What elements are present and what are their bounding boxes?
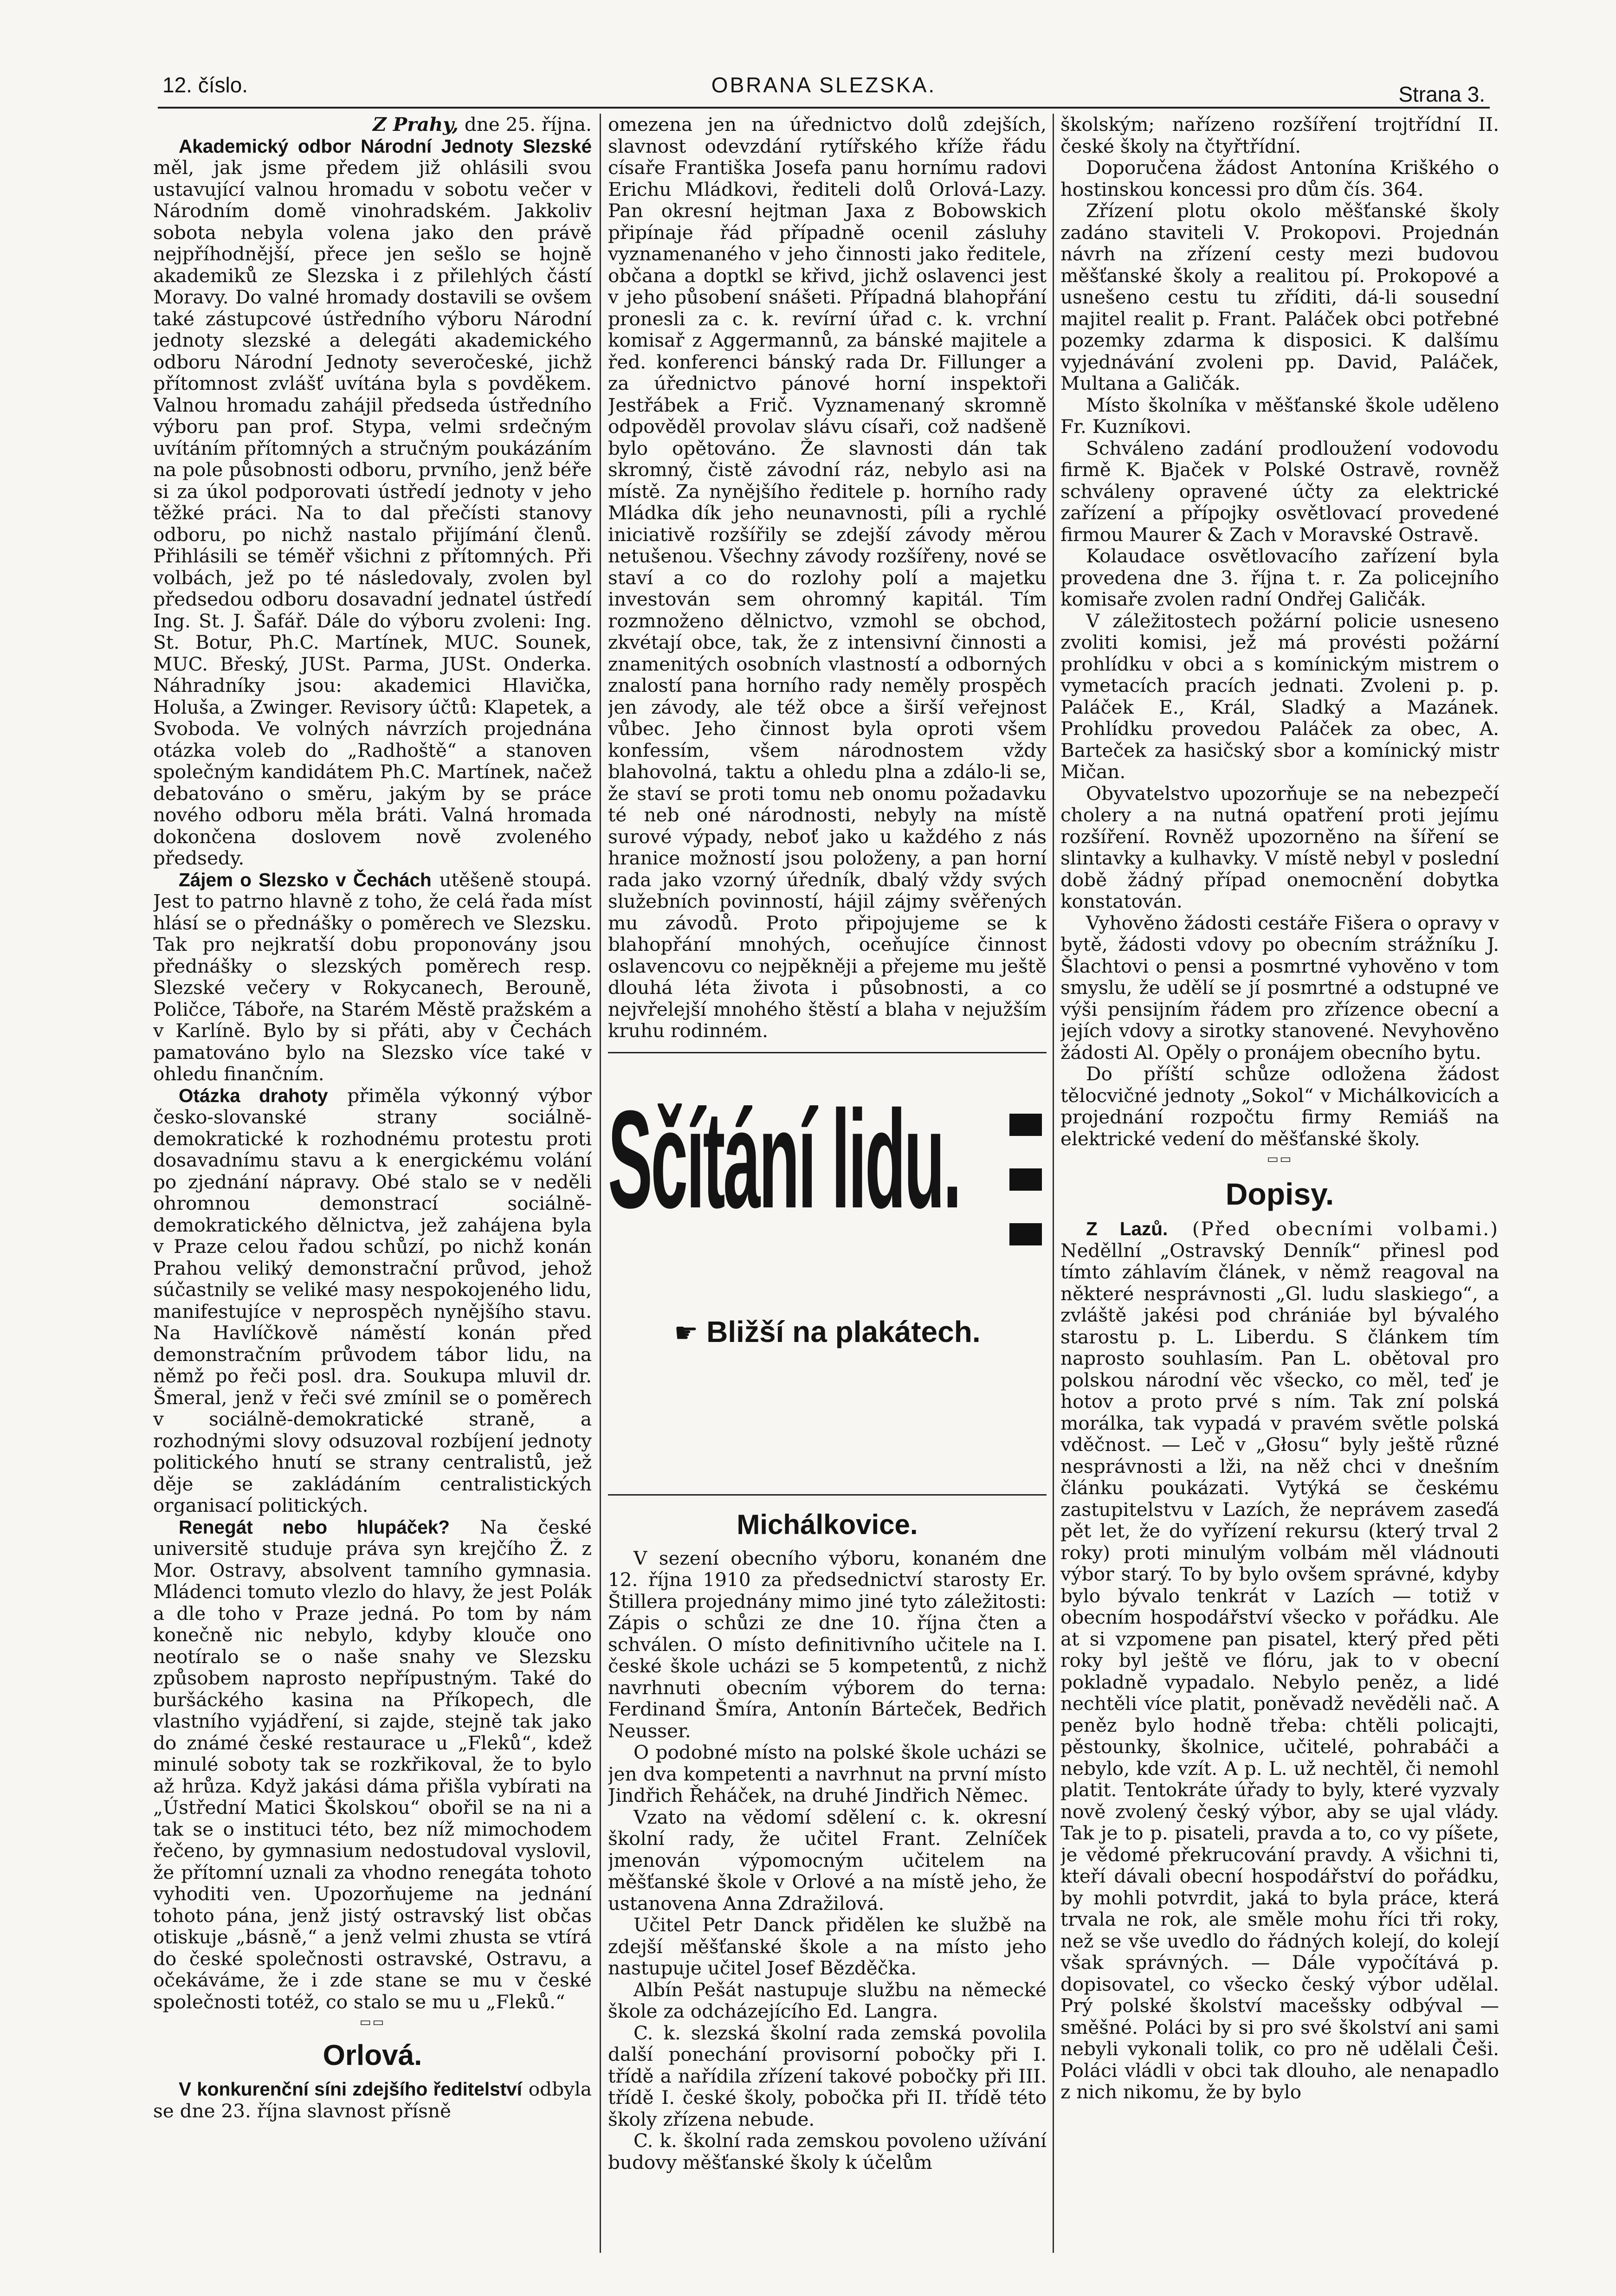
article-zajem-o-slezsko [153, 869, 592, 1085]
column-1 [153, 114, 592, 2248]
section-heading-dopisy: Dopisy. [1225, 1177, 1334, 1211]
article-lead: Akademický odbor Národní Jednoty Slezské [179, 135, 592, 157]
column-rule-left [600, 114, 601, 2253]
section-separator: ▭▭ [359, 2015, 386, 2029]
ad-subtitle-text: Bližší na plakátech. [706, 1315, 981, 1348]
article-paragraph: Schváleno zadání prodloužení vodovodu firmě K. Bjaček v Polské Ostravě, rovněž schváleny opravené účty za elektrické zařízení a přípojky osvětlovací provedené firmou Maurer & Zach v Moravské Ostravě. [1060, 437, 1499, 546]
article-text: utěšeně stoupá. Jest to patrno hlavně z toho, že celá řada míst hlásí se o přednášky o poměrech ve Slezsku. Tak pro nejkratší dobu proponovány jsou přednášky o slezských poměrech resp. Slezské večery v Rokycanech, Berouně, Poličce, Táboře, na Starém Městě pražském a v Karlíně. Bylo by si přáti, aby v Čechách pamatováno bylo na Slezsko více také v ohledu finančním. [153, 868, 592, 1085]
article-text: Neděllní „Ostravský Denník“ přinesl pod tímto záhlavím článek, v němž reagoval na některé nesprávnosti „Gl. ludu slaskiego“, a zvláště jakési pod chrániáe byl bývalého starostu p. L. Liberdu. S článkem tím naprosto souhlasím. Pan L. obětoval pro polskou národní věc všecko, co měl, teď je hotov a proto prvé s ním. Tak zní polská morálka, tak vypadá v pravém světle polská vděčnost. — Leč v „Głosu“ byly ještě různé nesprávnosti a lži, na něž chci v dnešním článku poukázati. Vytýká se českému zastupitelstvu v Lazích, že neprávem zaseďá pět let, že do vyřízení rekursu (který trval 2 roky) proti minulým volbám měl vládnouti výbor starý. To by bylo ovšem správné, kdyby bylo bývalo tenkrát v Lazích — totiž v obecním hospodářství všecko v pořádku. Ale at si vzpomene pan pisatel, který před pěti roky byl ještě ve flóru, jak to v obecní pokladně vypadalo. Nebylo peněz, a lidé nechtěli více platit, poněvadž nevěděli nač. A peněz bylo hodně třeba: chtěli policajti, pěstounky, školnice, učitelé, pohrabáči a nebylo, kde vzít. A p. L. už nechtěl, či nemohl platit. Tentokráte úřady to byly, které vyzvaly nově zvolený český výbor, aby se ujal vlády. Tak je to p. pisateli, pravda a to, co vy píšete, je vědomé překrucování pravdy. A všichni ti, kteří dávali obecní hospodářství do pořádku, by mohli potvrdit, jaká to byla práce, která trvala ne rok, ale směle mohu říci tři roky, než se vše uvedlo do řádných kolejí, do kolejí však správných. — Dále vypočítává p. dopisovatel, co všecko český výbor udělal. Prý polské školství macešsky odbýval — směšné. Poláci by si pro své školství ani sami nebyli vykonali tolik, co pro ně udělali Češi. Poláci vládli v obci tak dlouho, ale nenapadlo z nich nikomu, že by bylo [1060, 1239, 1499, 2103]
column-3 [1060, 114, 1499, 2248]
article-subhead: (Před obecními volbami.) [1168, 1218, 1499, 1240]
article-paragraph: Místo školníka v měšťanské škole uděleno Fr. Kuzníkovi. [1060, 393, 1499, 438]
newspaper-title: OBRANA SLEZSKA. [711, 73, 937, 97]
article-text: měl, jak jsme předem již ohlásili svou ustavující valnou hromadu v sobotu večer v Národním domě vinohradském. Jakkoliv sobota nebyla volena jako den právě nejpříhodnější, přece jen sešlo se hojně akademiků ze Slezska i z přilehlých částí Moravy. Do valné hromady dostavili se ovšem také zástupcové ústředního výboru Národní jednoty slezské a delegáti akademického odboru Národní Jednoty severočeské, jichž přítomnost zvlášť uvítána byla s povděkem. Valnou hromadu zahájil předseda ústředního výboru pan prof. Stypa, velmi srdečným uvítáním přítomných a stručným poukázáním na pole působnosti odboru, prvního, jenž béře si za úkol podporovati ústředí jednoty v jeho těžké práci. Na to dal přečísti stanovy odboru, po nichž nastalo přijímání členů. Přihlásili se téměř všichni z přítomných. Při volbách, jež po té následovaly, zvolen byl předsedou odboru dosavadní jednatel ústředí Ing. St. J. Šafář. Dále do výboru zvoleni: Ing. St. Botur, Ph.C. Martínek, MUC. Sounek, MUC. Břeský, JUSt. Parma, JUSt. Onderka. Náhradníky jsou: akademici Hlavička, Holuša, a Zwinger. Revisory účtů: Klapetek, a Svoboda. Ve volných návrzích projednána otázka voleb do „Radhoště“ a stanoven společným kandidátem Ph.C. Martínek, načež debatováno o směru, jakým by se práce nového odboru měla bráti. Valná hromada dokončena doslovem nově zvoleného předsedy. [153, 156, 592, 869]
article-paragraph: Vyhověno žádosti cestáře Fišera o opravy v bytě, žádosti vdovy po obecním strážníku J. Šlachtovi o pensi a posmrtné vyhověno v tom smyslu, že udělí se jí posmrtné a odstupné ve výši pensijním řádem pro zřízence obecní a jejích vdovy a sirotky stanovené. Nevyhověno žádosti Al. Opěly o pronájem obecního bytu. [1060, 911, 1499, 1064]
article-text: Na české universitě studuje práva syn krejčího Ž. z Mor. Ostravy, absolvent tamního gymnasia. Mládenci tomuto vlezlo do hlavy, že jest Polák a dle toho v Praze jedná. Po tom by nám konečně nic nebylo, kdyby klouče ono neotíralo se o naše snahy ve Slezsku způsobem naprosto nepřípustným. Také do buršáckého kasina na Příkopech, dle vlastního vyjádření, si zajde, stejně tak jako do známé české restaurace u „Fleků“, kdež minulé soboty tak se rozkřikoval, že to bylo až hrůza. Když jakási dáma přišla vybírati na „Ústřední Matici Školskou“ obořil se na ni a tak se o instituci této, bez níž mimochodem řečeno, by gymnasium nedostudoval vyslovil, že přítomní uznali za vhodno renegáta tohoto vyhoditi ven. Upozorňujeme na jednání tohoto pána, jenž jistý ostravský list občas otiskuje „básně,“ a jenž velmi zhusta se vtírá do české společnosti ostravské, Ostravu, a očekáváme, že i zde stane se mu v české společnosti totéž, co stalo se mu u „Fleků.“ [153, 1516, 592, 2013]
article-orlova [153, 2078, 592, 2122]
article-paragraph: Zřízení plotu okolo měšťanské školy zadáno staviteli V. Prokopovi. Projednán návrh na zřízení cesty mezi budovou měšťanské školy a realitou pí. Prokopové a usnešeno cestu tu zříditi, dá-li sousední majitel realit p. Frant. Paláček obci potřebné pozemky zdarma k disposici. K dalšímu vyjednávání zvoleni pp. David, Paláček, Multana a Galičák. [1060, 200, 1499, 394]
article-akademicky-odbor [153, 135, 592, 869]
article-renegat [153, 1516, 592, 2013]
article-text: odbyla se dne 23. října slavnost přísně [153, 2078, 592, 2122]
section-heading-orlova: Orlová. [323, 2039, 422, 2071]
article-prague [153, 114, 592, 135]
article-lead: Z Lazů. [1086, 1218, 1168, 1239]
pointing-hand-icon: ☛ [674, 1317, 698, 1348]
article-michalkovice-1: V sezení obecního výboru, konaném dne 12. října 1910 za předsednictví starosty Er. Štillera projednány mimo jiné tyto záležitosti: Zápis o schůzi ze dne 10. října čten a schválen. O místo definitivního učitele na I. české škole ucházi se 5 kompetentů, z nichž navrhnuti obecním výborem do terna: Ferdinand Šmíra, Antonín Bárteček, Bedřich Neusser. [608, 1547, 1047, 1742]
page-number: Strana 3. [1398, 82, 1485, 106]
article-lead: Otázka drahoty [179, 1084, 328, 1106]
article-otazka-drahoty [153, 1085, 592, 1516]
article-paragraph: Kolaudace osvětlovacího zařízení byla provedena dne 3. října t. r. Za policejního komisaře zvolen radní Ondřej Galičák. [1060, 545, 1499, 610]
ad-bar [1009, 1168, 1042, 1191]
article-text: přiměla výkonný výbor česko-slovanské strany sociálně-demokratické k rozhodnému protestu proti dosavadnímu stavu a k energickému volání po zjednání nápravy. Obé stalo se v neděli ohromnou demonstrací sociálně-demokratického dělnictva, jež zahájena byla v Praze celou řadou schůzí, po nichž konán Prahou veliký demonstrační průvod, jehož súčastnily se veliké masy nespokojeného lidu, manifestujíce v neprospěch nynějšího stavu. Na Havlíčkově náměstí konán před demonstračním průvodem tábor lidu, na němž po řeči posl. dra. Soukupa mluvil dr. Šmeral, jenž v řeči své zmínil se o poměrech v sociálně-demokratické straně, a rozhodnými slovy odsuzoval rozbíjení jednoty politického hnutí se strany centralistů, jež děje se zakládáním centralistických organisací politických. [153, 1084, 592, 1516]
column-rule-right [1053, 114, 1054, 2253]
article-z-lazu [1060, 1218, 1499, 2103]
article-paragraph: Do příští schůze odložena žádost tělocvičné jednoty „Sokol“ v Michálkovicích a projednání rozpočtu firmy Remiáš na elektrické vedení do měšťanské školy. [1060, 1063, 1499, 1150]
article-michalkovice-3: Vzato na vědomí sdělení c. k. okresní školní rady, že učitel Frant. Zelníček jmenován výpomocným učitelem na měšťanské škole v Orlové a na místě jeho, že ustanovena Anna Zdražilová. [608, 1806, 1047, 1915]
ad-bar [1009, 1114, 1042, 1136]
article-michalkovice-6: C. k. slezská školní rada zemská povolila další ponechání provisorní pobočky při I. třídě a nařídila zřízení takové pobočky při III. třídě I. české školy, pobočka při II. třídě této školy zřízena nebude. [608, 2021, 1047, 2130]
dateline-date: dne 25. října. [459, 114, 592, 135]
article-michalkovice-continued: školským; nařízeno rozšíření trojtřídní II. české školy na čtyřtřídní. [1060, 114, 1499, 157]
article-lead: Renegát nebo hlupáček? [179, 1516, 450, 1538]
issue-number: 12. číslo. [162, 73, 248, 97]
article-paragraph: Doporučena žádost Antonína Kriškého o hostinskou koncessi pro dům čís. 364. [1060, 156, 1499, 200]
article-orlova-continued: omezena jen na úřednictvo dolů zdejších, slavnost odevzdání rytířského kříže řádu císaře Františka Josefa panu hornímu radovi Erichu Mládkovi, řediteli dolů Orlová-Lazy. Pan okresní hejtman Jaxa z Bobowskich připínaje řád případně ocenil zásluhy vyznamenaného v jeho činnosti jako ředitele, občana a doptkl se křivd, jichž oslavenci jest v jeho působení snášeti. Případná blahopřání pronesli za c. k. revírní úřad c. k. vrchní komisař z Aggermannů, za bánské majitele a řed. konferenci bánský rada Dr. Fillunger a za úřednictvo pánové horní inspektoři Jestřábek a Frič. Vyznamenaný skromně odpověděl provolav slávu císaři, což nadšeně bylo opětováno. Že slavnosti dán tak skromný, čistě závodní ráz, nebylo asi na místě. Za nynějšího ředitele p. horního rady Mládka dík jeho neunavnosti, píli a rychlé iniciativě rozšířily se zdejší závody měrou netušenou. Všechny závody rozšířeny, nové se staví a co do rozlohy polí a majetku investován sem ohromný kapitál. Tím rozmnoženo dělnictvo, vzmohl se obchod, zkvétají obce, tak, že z intensivní činnosti a znamenitých osobních vlastností a odborných znalostí pana horního rady neměly prospěch jen závody, ale též obce a širší veřejnost vůbec. Jeho činnost byla oproti všem konfessím, všem národnostem vždy blahovolná, taktu a ohledu plna a zdálo-li se, že staví se proti tomu neb onomu požadavku té neb oné národnosti, nebyly na místě surové výpady, neboť jako u každého z nás hranice možností jsou položeny, a pan horní rada jako vzorný úředník, dbalý vždy svých služebních povinností, hájil zájmy svěřených mu závodů. Proto připojujeme se k blahopřání mnohých, oceňujíce činnost oslavencovu co nejpěkněji a přejeme mu ještě dlouhá léta života i působnosti, a co nejvřelejší mnohého štěstí a blaha v nejužším kruhu rodinném. [608, 114, 1047, 1042]
section-heading-michalkovice: Michálkovice. [737, 1509, 918, 1540]
ad-bar [1009, 1223, 1042, 1245]
article-michalkovice-2: O podobné místo na polské škole ucházi se jen dva kompetenti a navrhnut na první místo Jindřich Řeháček, na druhé Jindřich Němec. [608, 1741, 1047, 1806]
article-lead: Zájem o Slezsko v Čechách [179, 869, 432, 890]
article-lead: V konkurenční síni zdejšího ředitelství [179, 2078, 522, 2100]
section-separator: ▭▭ [1267, 1152, 1293, 1166]
ad-decoration-bars [1009, 1114, 1042, 1278]
ad-title: Sčítání lidu. [608, 1081, 960, 1237]
census-advertisement [608, 1052, 1047, 1496]
article-paragraph: Obyvatelstvo upozorňuje se na nebezpečí cholery a na nutná opatření proti jejímu rozšíření. Rovněž upozorněno na šíření se slintavky a kulhavky. V místě nebyl v poslední době žádný případ onemocnění dobytka konstatován. [1060, 782, 1499, 912]
ad-subtitle [608, 1313, 1047, 1352]
article-michalkovice-4: Učitel Petr Danck přidělen ke službě na zdejší měšťanské škole a na místo jeho nastupuje učitel Josef Bězděčka. [608, 1914, 1047, 1979]
dateline: Z Prahy, [373, 114, 459, 135]
article-paragraph: V záležitostech požární policie usneseno zvoliti komisi, jež má provésti požární prohlídku v obci a s komínickým mistrem o vymetacích pracích jednati. Zvoleni p. p. Paláček E., Král, Sladký a Mazánek. Prohlídku provedou Paláček za obec, A. Barteček za hasičský sbor a komínický mistr Mičan. [1060, 609, 1499, 783]
article-michalkovice-5: Albín Pešát nastupuje službu na německé škole za odcházejícího Ed. Langra. [608, 1978, 1047, 2022]
page-header [158, 70, 1490, 109]
article-michalkovice-7: C. k. školní rada zemskou povoleno užívání budovy měšťanské školy k účelům [608, 2129, 1047, 2173]
column-2 [608, 114, 1047, 2248]
